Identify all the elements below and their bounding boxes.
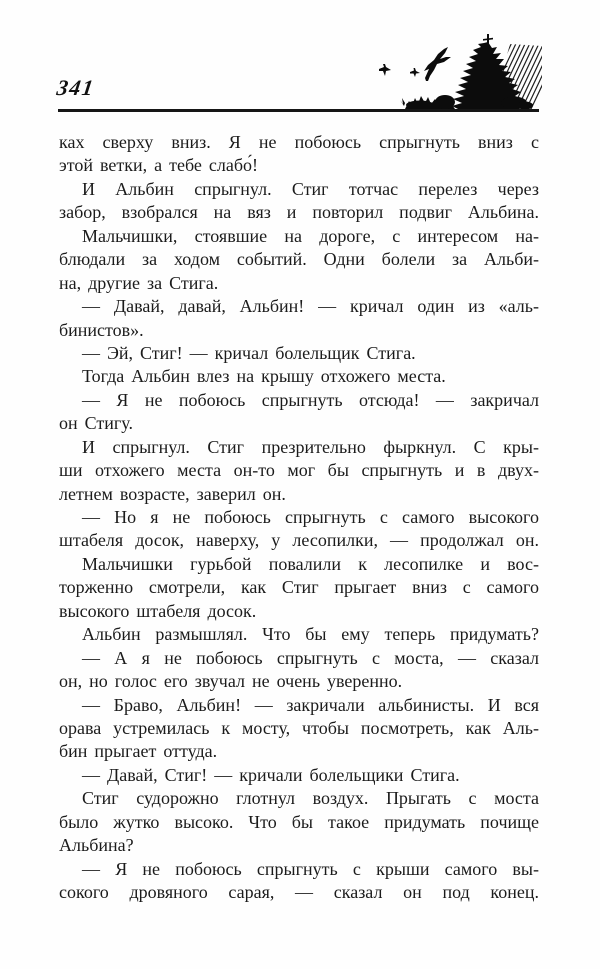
text-line: — Давай, давай, Альбин! — кричал один из «аль- [82,296,539,317]
text-line: — Эй, Стиг! — кричал болельщик Стига. [82,342,416,363]
bird-icon [410,68,420,77]
text-line: ках сверху вниз. Я не побоюсь спрыгнуть вниз с [59,132,539,152]
text-line: И спрыгнул. Стиг презрительно фыркнул. С кры- [82,436,539,457]
text-line: Стиг судорожно глотнул воздух. Прыгать с моста [82,788,539,809]
text-line: высокого штабеля досок. [59,600,257,621]
text-line: — А я не побоюсь спрыгнуть с моста, — сказал [82,647,539,668]
text-line: на, другие за Стига. [59,272,219,293]
forest-vignette-illustration [368,26,545,109]
bird-icon [379,64,391,76]
header-rule [58,109,539,112]
bushes-icon [400,95,455,109]
text-line: Альбина? [59,835,134,856]
text-line: блюдали за ходом событий. Одни болели за Альби- [59,249,539,270]
text-line: сокого дровяного сарая, — сказал он под конец. [59,882,539,902]
text-line: — Но я не побоюсь спрыгнуть с самого высокого [82,507,539,527]
text-line: — Я не побоюсь спрыгнуть отсюда! — закричал [82,389,539,410]
text-line: этой ветки, а тебе слабо́! [59,155,258,176]
text-line: штабеля досок, наверху, у лесопилки, — продолжал он. [59,530,539,551]
text-line: он, но голос его звучал не очень уверенно. [59,671,403,692]
text-line: забор, взобрался на вяз и повторил подвиг Альбина. [59,202,539,223]
birds-icon [379,47,451,81]
text-line: он Стигу. [59,413,133,434]
text-line: было жутко высоко. Что бы такое придумать почище [59,811,539,832]
text-line: торженно смотрели, как Стиг прыгает вниз с самого [59,577,539,598]
text-line: И Альбин спрыгнул. Стиг тотчас перелез через [82,178,539,199]
text-line: — Я не побоюсь спрыгнуть с крыши самого вы- [82,858,539,879]
text-line: Мальчишки, стоявшие на дороге, с интересом на- [82,225,539,246]
text-line: Мальчишки гурьбой повалили к лесопилке и вос- [82,553,539,574]
text-line: ши отхожего места он-то мог бы спрыгнуть и в двух- [59,460,539,481]
bird-icon [424,47,451,81]
text-line: орава устремилась к мосту, чтобы посмотреть, как Аль- [59,717,539,738]
text-line: летнем возрасте, заверил он. [59,483,286,504]
text-block [59,131,539,904]
text-line: — Браво, Альбин! — закричали альбинисты. И вся [82,694,539,715]
text-line: Тогда Альбин влез на крышу отхожего места. [82,366,446,387]
text-line: — Давай, Стиг! — кричали болельщики Стига. [82,764,460,785]
text-line: Альбин размышлял. Что бы ему теперь придумать? [82,624,539,645]
text-line: бин прыгает оттуда. [59,741,218,762]
page-number: 341 [55,75,97,100]
text-line: бинистов». [59,319,144,340]
